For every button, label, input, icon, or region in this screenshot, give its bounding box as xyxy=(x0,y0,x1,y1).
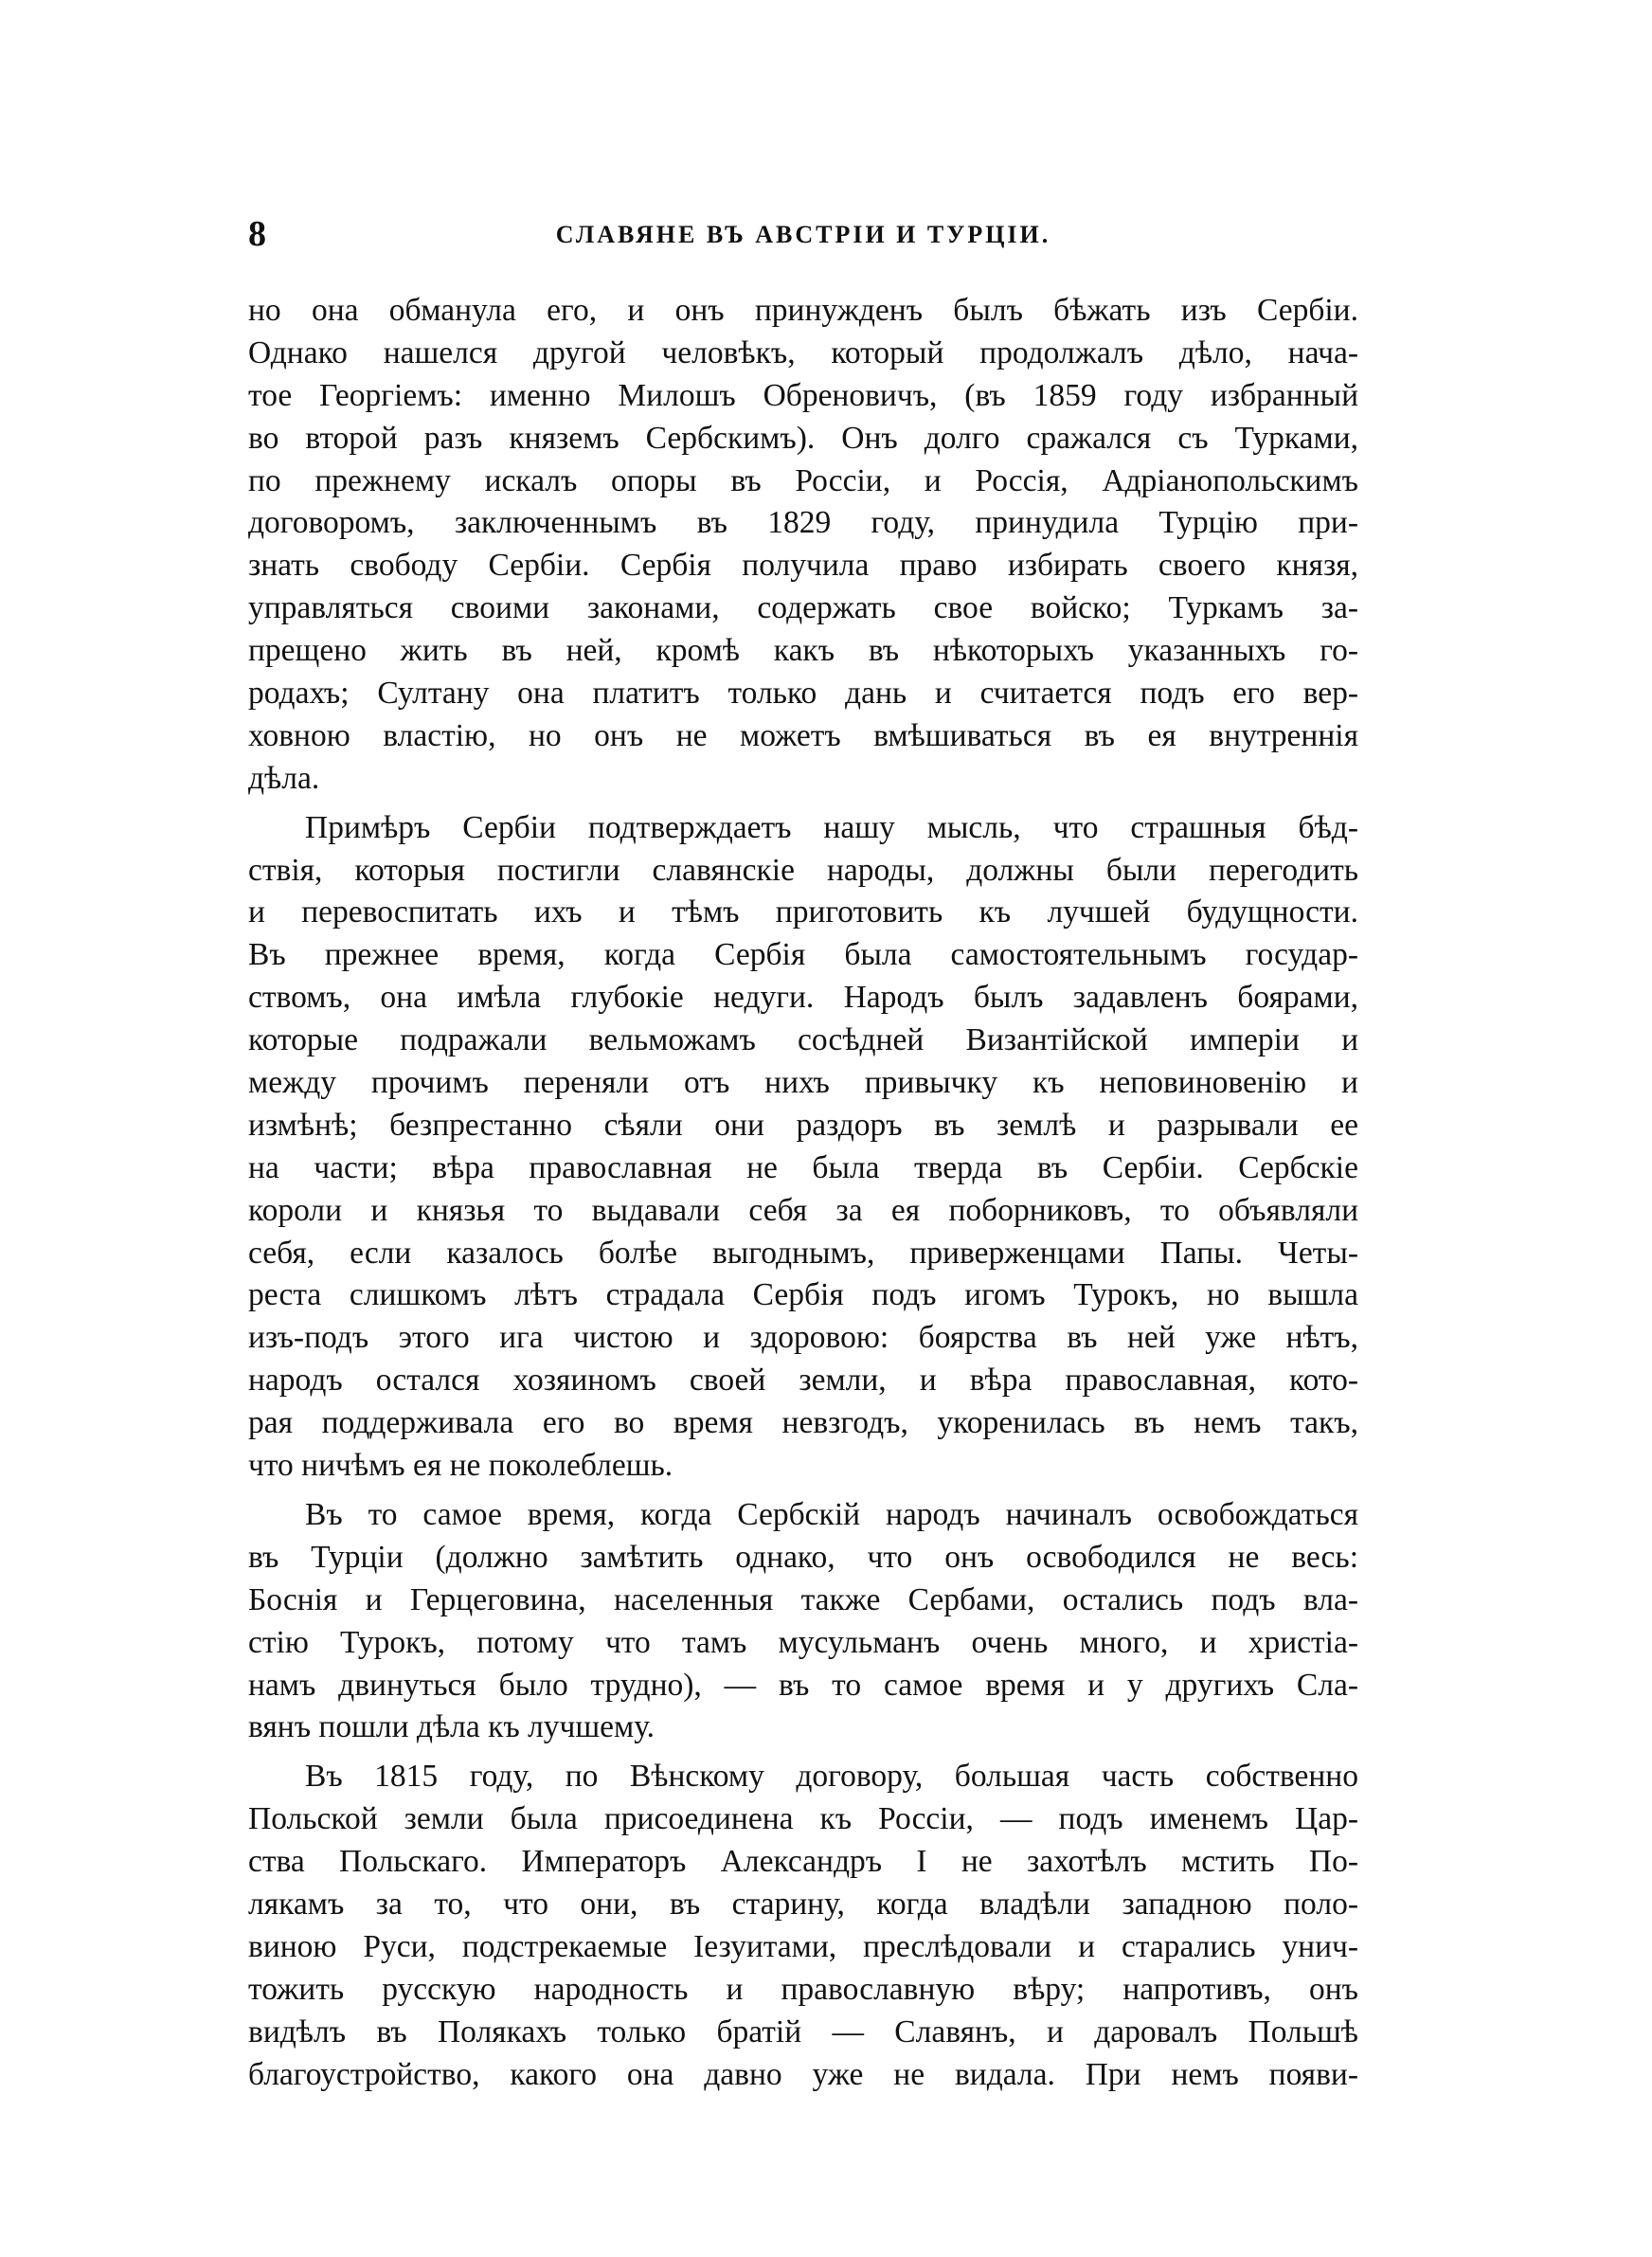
text-line: ствія, которыя постигли славянскіе народы, должны были перегодить xyxy=(248,852,1358,888)
text-line: видѣлъ въ Полякахъ только братій — Славянъ, и даровалъ Польшѣ xyxy=(248,2013,1358,2049)
text-line: виною Руси, подстрекаемые Іезуитами, преслѣдовали и старались унич- xyxy=(248,1928,1358,1964)
text-line: Въ 1815 году, по Вѣнскому договору, большая часть собственно xyxy=(305,1759,1358,1795)
text-line: реста слишкомъ лѣтъ страдала Сербія подъ игомъ Турокъ, но вышла xyxy=(248,1277,1358,1313)
text-line: тожить русскую народность и православную вѣру; напротивъ, онъ xyxy=(248,1971,1358,2007)
text-line: которые подражали вельможамъ сосѣдней Византійской имперіи и xyxy=(248,1022,1358,1058)
text-line: дѣла. xyxy=(248,760,320,796)
text-line: ствомъ, она имѣла глубокіе недуги. Народъ былъ задавленъ боярами, xyxy=(248,980,1358,1016)
text-line: управляться своими законами, содержать свое войско; Туркамъ за- xyxy=(248,590,1358,626)
paragraph xyxy=(248,290,1358,801)
text-line: что ничѣмъ ея не поколеблешь. xyxy=(248,1448,673,1484)
page-header xyxy=(248,210,1358,258)
text-line: лякамъ за то, что они, въ старину, когда владѣли западною поло- xyxy=(248,1886,1358,1922)
text-line: но она обманула его, и онъ принужденъ былъ бѣжать изъ Сербіи. xyxy=(248,293,1358,328)
text-line: знать свободу Сербіи. Сербія получила право избирать своего князя, xyxy=(248,548,1358,584)
text-line: ховною властію, но онъ не можетъ вмѣшиваться въ ея внутреннія xyxy=(248,717,1358,753)
text-line: себя, если казалось болѣе выгоднымъ, приверженцами Папы. Четы- xyxy=(248,1235,1358,1271)
text-line: прещено жить въ ней, кромѣ какъ въ нѣкоторыхъ указанныхъ го- xyxy=(248,633,1358,669)
text-line: родахъ; Султану она платитъ только дань и считается подъ его вер- xyxy=(248,676,1358,712)
text-line: короли и князья то выдавали себя за ея поборниковъ, то объявляли xyxy=(248,1192,1358,1228)
text-line: Польской земли была присоединена къ Россіи, — подъ именемъ Цар- xyxy=(248,1801,1358,1837)
text-line: во второй разъ княземъ Сербскимъ). Онъ долго сражался съ Турками, xyxy=(248,420,1358,456)
text-line: Боснія и Герцеговина, населенныя также Сербами, остались подъ вла- xyxy=(248,1581,1358,1617)
paragraph xyxy=(248,807,1358,1488)
text-line: Въ прежнее время, когда Сербія была самостоятельнымъ государ- xyxy=(248,937,1358,973)
text-line: Примѣръ Сербіи подтверждаетъ нашу мысль, что страшныя бѣд- xyxy=(305,809,1358,845)
text-line: измѣнѣ; безпрестанно сѣяли они раздоръ въ землѣ и разрывали ее xyxy=(248,1107,1358,1143)
paragraph xyxy=(248,1494,1358,1749)
text-line: Однако нашелся другой человѣкъ, который продолжалъ дѣло, нача- xyxy=(248,334,1358,370)
paragraph xyxy=(248,1756,1358,2096)
text-line: благоустройство, какого она давно уже не видала. При немъ появи- xyxy=(248,2056,1358,2092)
text-line: тое Георгіемъ: именно Милошъ Обреновичъ, (въ 1859 году избранный xyxy=(248,377,1358,413)
text-line: на части; вѣра православная не была тверда въ Сербіи. Сербскіе xyxy=(248,1149,1358,1185)
text-line: стію Турокъ, потому что тамъ мусульманъ очень много, и христіа- xyxy=(248,1624,1358,1660)
text-line: вянъ пошли дѣла къ лучшему. xyxy=(248,1709,655,1745)
page-number: 8 xyxy=(248,214,266,254)
text-line: Въ то самое время, когда Сербскій народъ начиналъ освобождаться xyxy=(305,1496,1358,1532)
text-line: намъ двинуться было трудно), — въ то самое время и у другихъ Сла- xyxy=(248,1667,1358,1703)
running-title: СЛАВЯНЕ ВЪ АВСТРІИ И ТУРЦІИ. xyxy=(555,221,1051,248)
text-line: по прежнему искалъ опоры въ Россіи, и Россія, Адріанопольскимъ xyxy=(248,462,1358,498)
text-line: изъ-подъ этого ига чистою и здоровою: боярства въ ней уже нѣтъ, xyxy=(248,1320,1358,1356)
text-line: рая поддерживала его во время невзгодъ, укоренилась въ немъ такъ, xyxy=(248,1405,1358,1441)
text-line: ства Польскаго. Императоръ Александръ I не захотѣлъ мстить По- xyxy=(248,1844,1358,1880)
text-line: между прочимъ переняли отъ нихъ привычку къ неповиновенію и xyxy=(248,1065,1358,1101)
text-line: договоромъ, заключеннымъ въ 1829 году, принудила Турцію при- xyxy=(248,505,1358,541)
text-line: народъ остался хозяиномъ своей земли, и вѣра православная, кото- xyxy=(248,1363,1358,1399)
text-line: въ Турціи (должно замѣтить однако, что онъ освободился не весь: xyxy=(248,1539,1358,1575)
text-line: и перевоспитать ихъ и тѣмъ приготовить къ лучшей будущности. xyxy=(248,894,1358,930)
body-text xyxy=(248,290,1358,2096)
